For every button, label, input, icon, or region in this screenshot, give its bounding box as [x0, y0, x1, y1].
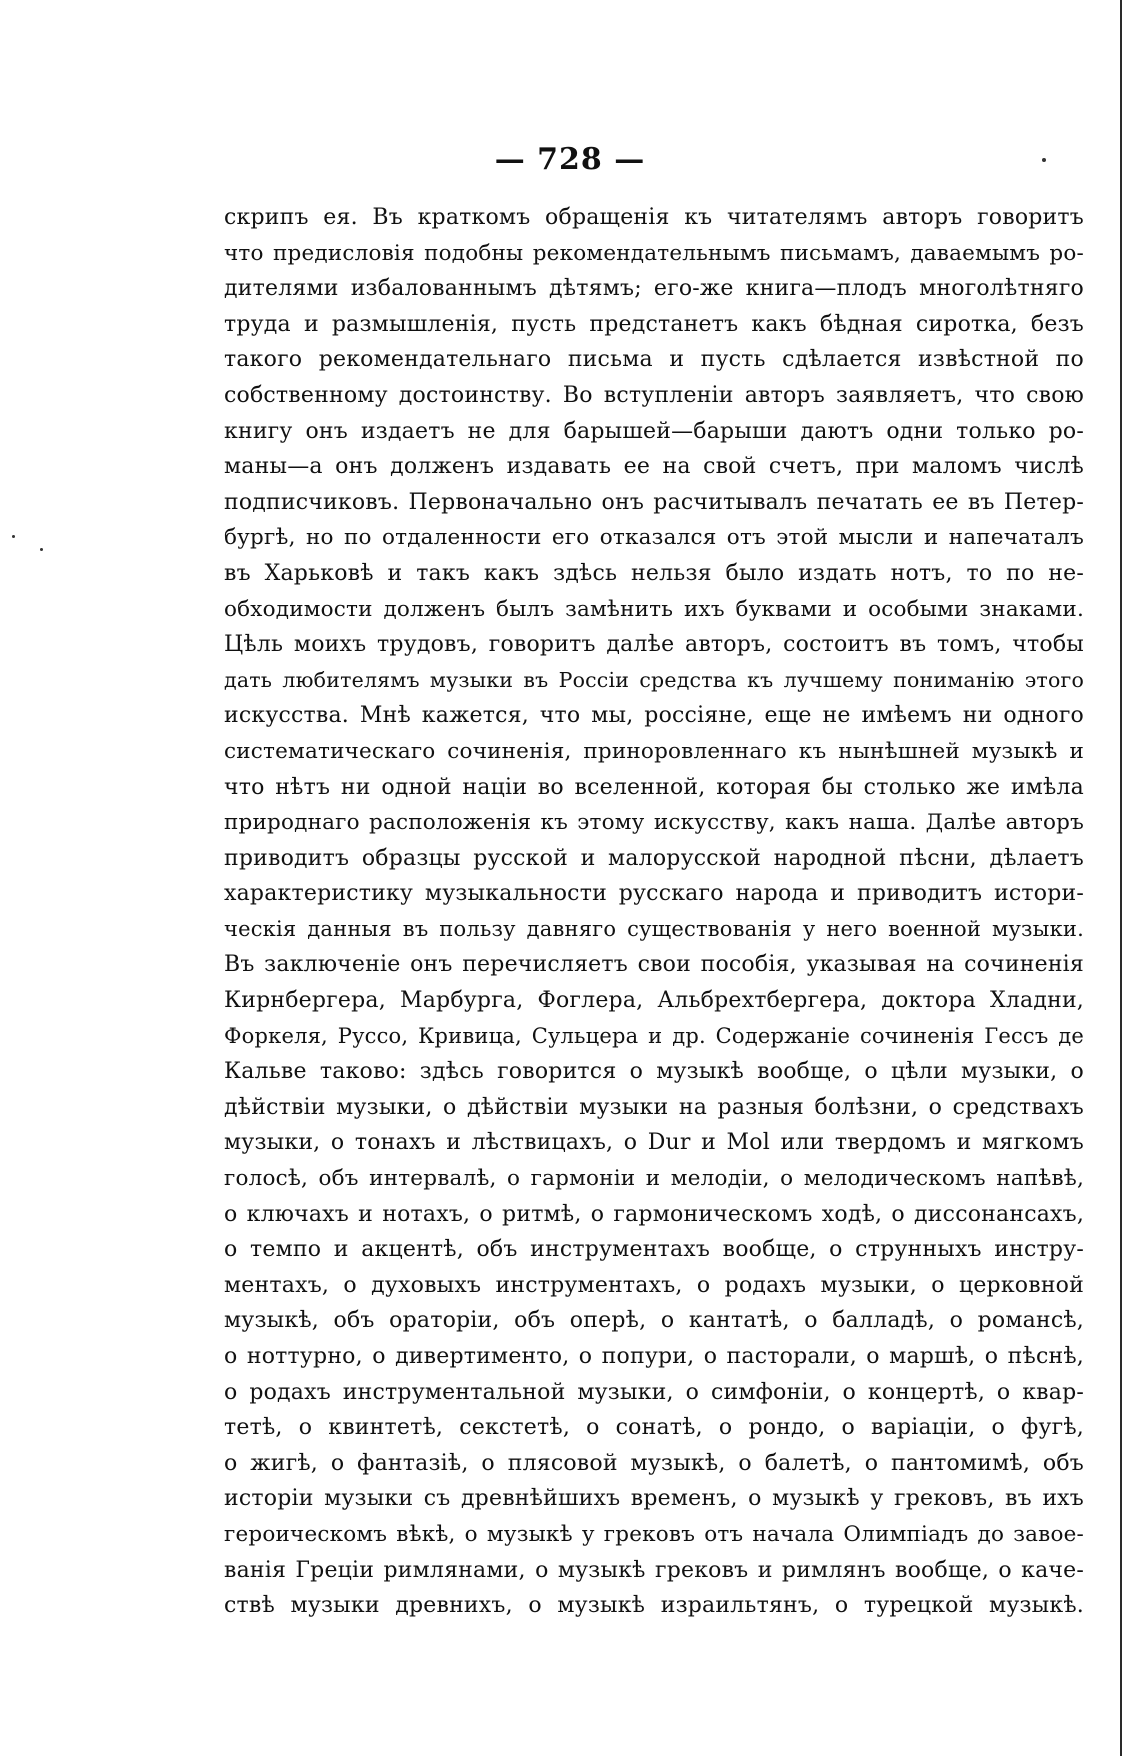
text-line: ментахъ, о духовыхъ инструментахъ, о родахъ музыки, о церковной: [224, 1272, 1084, 1298]
text-line: о темпо и акцентѣ, объ инструментахъ вообще, о струнныхъ инстру-: [224, 1237, 1084, 1263]
page-number: — 728 —: [494, 142, 646, 177]
text-line: ванія Греціи римлянами, о музыкѣ грековъ и римлянъ вообще, о каче-: [224, 1557, 1084, 1583]
text-line: дителями избалованнымъ дѣтямъ; его-же книга—плодъ многолѣтняго: [224, 276, 1084, 302]
text-line: музыки, о тонахъ и лѣствицахъ, о Dur и Mol или твердомъ и мягкомъ: [224, 1130, 1084, 1156]
text-line: книгу онъ издаетъ не для барышей—барыши даютъ одни только ро-: [224, 418, 1084, 444]
text-line: Кирнбергера, Марбурга, Фоглера, Альбрехтбергера, доктора Хладни,: [224, 988, 1084, 1014]
text-line: голосѣ, объ интервалѣ, о гармоніи и мелодіи, о мелодическомъ напѣвѣ,: [224, 1166, 1084, 1192]
text-line: бургѣ, но по отдаленности его отказался отъ этой мысли и напечаталъ: [224, 525, 1084, 551]
scan-speck: [40, 548, 43, 551]
scan-speck: [12, 535, 15, 538]
text-line: труда и размышленія, пусть предстанетъ какъ бѣдная сиротка, безъ: [224, 311, 1084, 337]
text-line: систематическаго сочиненія, приноровленнаго къ нынѣшней музыкѣ и: [224, 738, 1084, 764]
text-line: Цѣль моихъ трудовъ, говоритъ далѣе авторъ, состоитъ въ томъ, чтобы: [224, 632, 1084, 658]
text-line: искусства. Мнѣ кажется, что мы, россіяне, еще не имѣемъ ни одного: [224, 703, 1084, 729]
text-line: о ноттурно, о дивертименто, о попури, о пасторали, о маршѣ, о пѣснѣ,: [224, 1344, 1084, 1369]
text-line: исторіи музыки съ древнѣйшихъ временъ, о музыкѣ у грековъ, въ ихъ: [224, 1486, 1084, 1512]
text-line: о родахъ инструментальной музыки, о симфоніи, о концертѣ, о квар-: [224, 1379, 1084, 1405]
text-line: что предисловія подобны рекомендательнымъ письмамъ, даваемымъ ро-: [224, 240, 1084, 266]
text-line: героическомъ вѣкѣ, о музыкѣ у грековъ отъ начала Олимпіадъ до завое-: [224, 1521, 1084, 1547]
text-line: обходимости долженъ былъ замѣнить ихъ буквами и особыми знаками.: [224, 596, 1084, 622]
text-line: характеристику музыкальности русскаго народа и приводитъ истори-: [224, 881, 1084, 907]
text-line: приводитъ образцы русской и малорусской народной пѣсни, дѣлаетъ: [224, 845, 1084, 871]
text-line: такого рекомендательнаго письма и пусть сдѣлается извѣстной по: [224, 347, 1084, 373]
text-line: Въ заключеніе онъ перечисляетъ свои пособія, указывая на сочиненія: [224, 952, 1084, 978]
text-line: что нѣтъ ни одной націи во вселенной, которая бы столько же имѣла: [224, 774, 1084, 800]
text-line: ствѣ музыки древнихъ, о музыкѣ израильтянъ, о турецкой музыкѣ.: [224, 1593, 1084, 1619]
page-edge-line: [1120, 0, 1122, 1756]
text-line: маны—а онъ долженъ издавать ее на свой счетъ, при маломъ числѣ: [224, 454, 1084, 480]
body-text: [224, 200, 1084, 1624]
text-line: ческія данныя въ пользу давняго существованія у него военной музыки.: [224, 916, 1084, 941]
text-line: Кальве таково: здѣсь говорится о музыкѣ вообще, о цѣли музыки, о: [224, 1059, 1084, 1085]
text-line: дать любителямъ музыки въ Россіи средства къ лучшему пониманію этого: [224, 667, 1084, 692]
text-line: тетѣ, о квинтетѣ, секстетѣ, о сонатѣ, о рондо, о варіаціи, о фугѣ,: [224, 1415, 1084, 1441]
text-line: скрипъ ея. Въ краткомъ обращенія къ читателямъ авторъ говоритъ: [224, 205, 1084, 230]
text-line: о жигѣ, о фантазіѣ, о плясовой музыкѣ, о балетѣ, о пантомимѣ, объ: [224, 1450, 1084, 1476]
text-line: природнаго расположенія къ этому искусству, какъ наша. Далѣе авторъ: [224, 810, 1084, 836]
text-line: дѣйствіи музыки, о дѣйствіи музыки на разныя болѣзни, о средствахъ: [224, 1094, 1084, 1120]
text-line: собственному достоинству. Во вступленіи авторъ заявляетъ, что свою: [224, 382, 1084, 408]
text-line: музыкѣ, объ ораторіи, объ оперѣ, о кантатѣ, о балладѣ, о романсѣ,: [224, 1308, 1084, 1334]
text-line: о ключахъ и нотахъ, о ритмѣ, о гармоническомъ ходѣ, о диссонансахъ,: [224, 1201, 1085, 1227]
text-line: подписчиковъ. Первоначально онъ расчитывалъ печатать ее въ Петер-: [224, 489, 1084, 515]
text-line: Форкеля, Руссо, Кривица, Сульцера и др. Содержаніе сочиненія Гессъ де: [224, 1023, 1084, 1048]
text-line: въ Харьковѣ и такъ какъ здѣсь нельзя было издать нотъ, то по не-: [224, 560, 1084, 586]
